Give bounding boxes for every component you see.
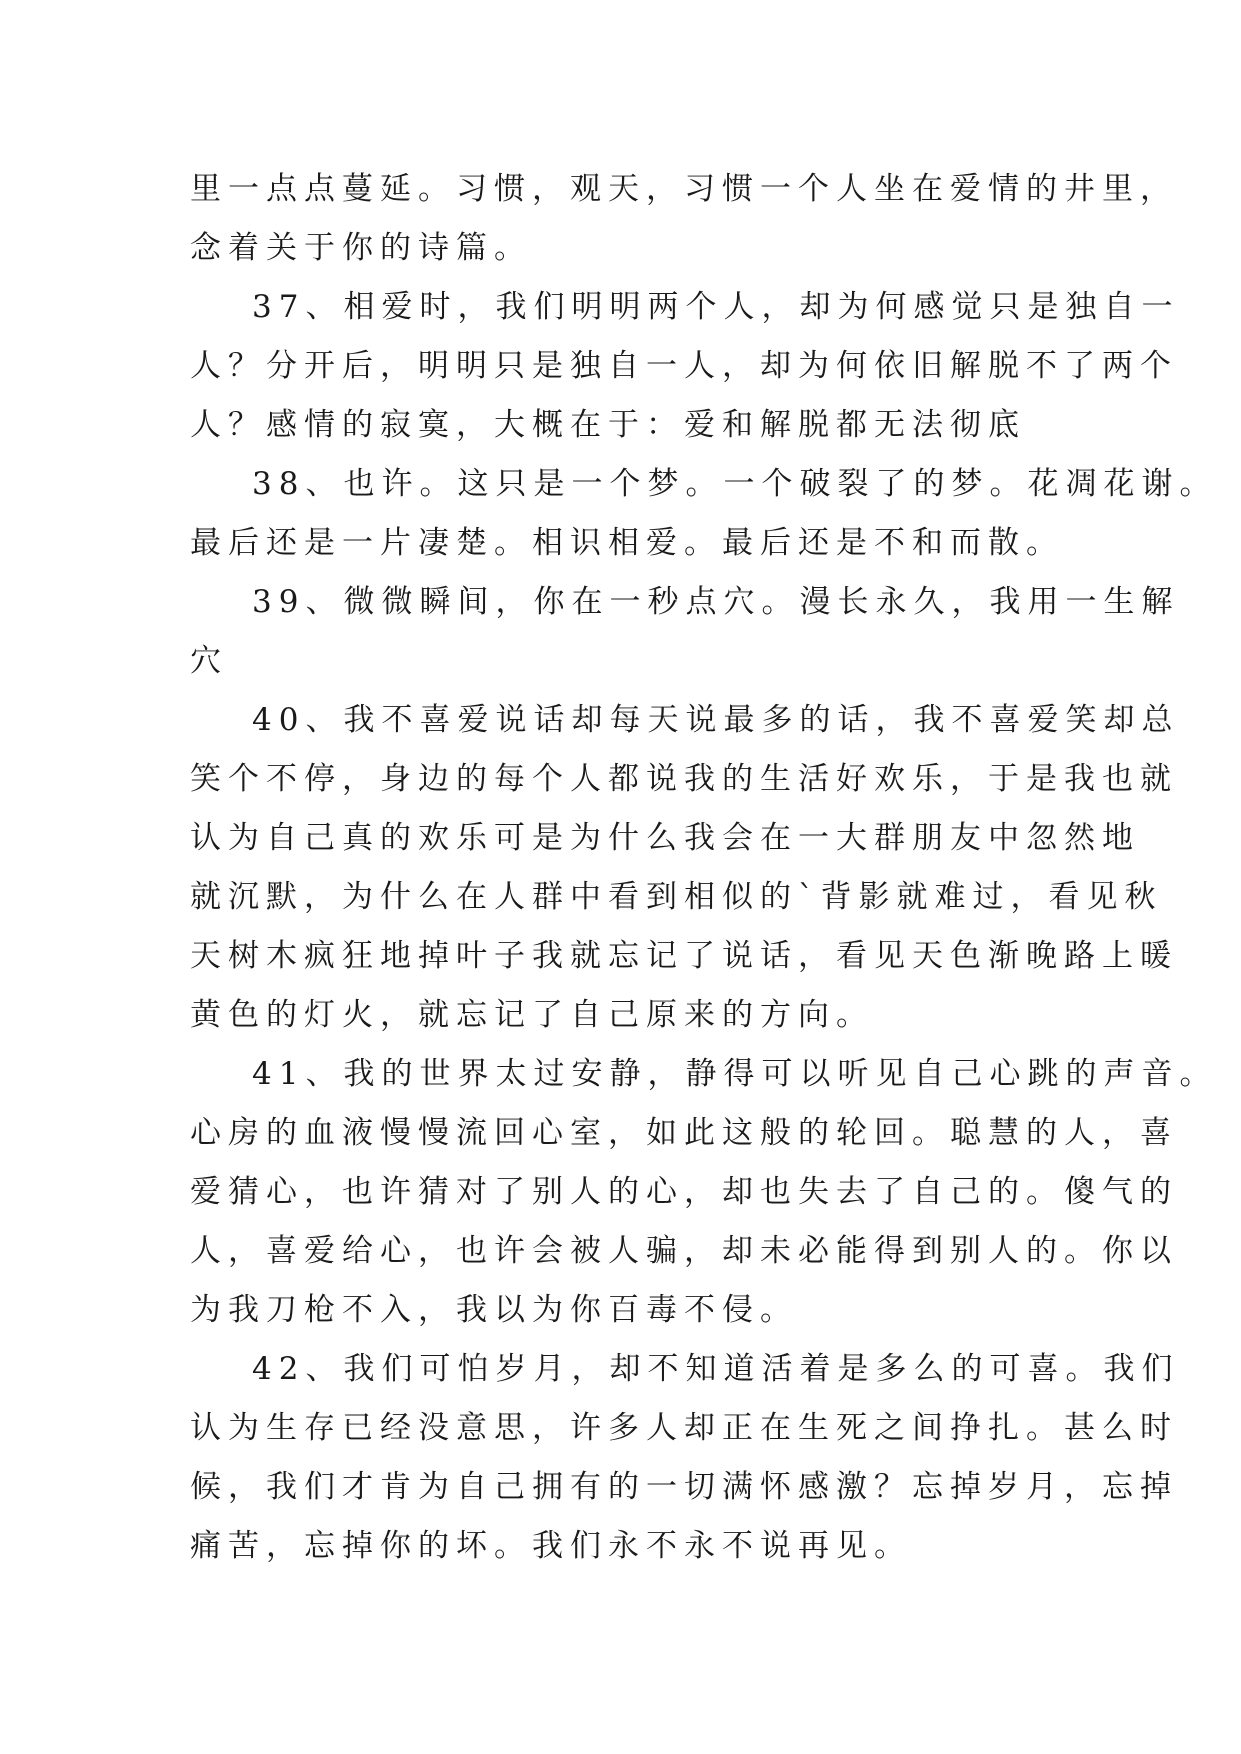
- text-line: 认为生存已经没意思，许多人却正在生死之间挣扎。甚么时: [190, 1410, 1178, 1446]
- text-line: 痛苦，忘掉你的坏。我们永不永不说再见。: [190, 1528, 912, 1564]
- text-line: 天树木疯狂地掉叶子我就忘记了说话，看见天色渐晚路上暖: [190, 938, 1178, 974]
- paragraph-item-38: [190, 455, 1218, 573]
- text-line: 里一点点蔓延。习惯，观天，习惯一个人坐在爱情的井里，: [190, 171, 1178, 207]
- text-line: 人？分开后，明明只是独自一人，却为何依旧解脱不了两个: [190, 348, 1178, 384]
- text-line: 认为自己真的欢乐可是为什么我会在一大群朋友中忽然地: [190, 820, 1140, 856]
- text-line: 40、我不喜爱说话却每天说最多的话，我不喜爱笑却总: [252, 702, 1180, 738]
- paragraph-item-40: [190, 691, 1180, 1045]
- text-line: 爱猜心，也许猜对了别人的心，却也失去了自己的。傻气的: [190, 1174, 1178, 1210]
- paragraph-item-39: [190, 573, 1180, 691]
- text-line: 38、也许。这只是一个梦。一个破裂了的梦。花凋花谢。: [252, 466, 1218, 502]
- text-line: 41、我的世界太过安静，静得可以听见自己心跳的声音。: [252, 1056, 1218, 1092]
- paragraph-item-41: [190, 1045, 1218, 1340]
- text-line: 心房的血液慢慢流回心室，如此这般的轮回。聪慧的人，喜: [190, 1115, 1178, 1151]
- text-line: 39、微微瞬间，你在一秒点穴。漫长永久，我用一生解: [252, 584, 1180, 620]
- text-line: 42、我们可怕岁月，却不知道活着是多么的可喜。我们: [252, 1351, 1180, 1387]
- document-body: [190, 160, 1218, 1576]
- text-line: 人？感情的寂寞，大概在于：爱和解脱都无法彻底: [190, 407, 1026, 443]
- text-line: 黄色的灯火，就忘记了自己原来的方向。: [190, 997, 874, 1033]
- text-line: 最后还是一片凄楚。相识相爱。最后还是不和而散。: [190, 525, 1064, 561]
- text-line: 穴: [190, 643, 228, 679]
- text-line: 候，我们才肯为自己拥有的一切满怀感激？忘掉岁月，忘掉: [190, 1469, 1178, 1505]
- paragraph-item-37: [190, 278, 1180, 455]
- paragraph-item-42: [190, 1340, 1180, 1576]
- text-line: 笑个不停，身边的每个人都说我的生活好欢乐，于是我也就: [190, 761, 1178, 797]
- text-line: 为我刀枪不入，我以为你百毒不侵。: [190, 1292, 798, 1328]
- text-line: 人，喜爱给心，也许会被人骗，却未必能得到别人的。你以: [190, 1233, 1178, 1269]
- text-line: 37、相爱时，我们明明两个人，却为何感觉只是独自一: [252, 289, 1180, 325]
- text-line: 念着关于你的诗篇。: [190, 230, 532, 266]
- text-line: 就沉默，为什么在人群中看到相似的`背影就难过，看见秋: [190, 879, 1163, 915]
- paragraph-continuation: [190, 160, 1178, 278]
